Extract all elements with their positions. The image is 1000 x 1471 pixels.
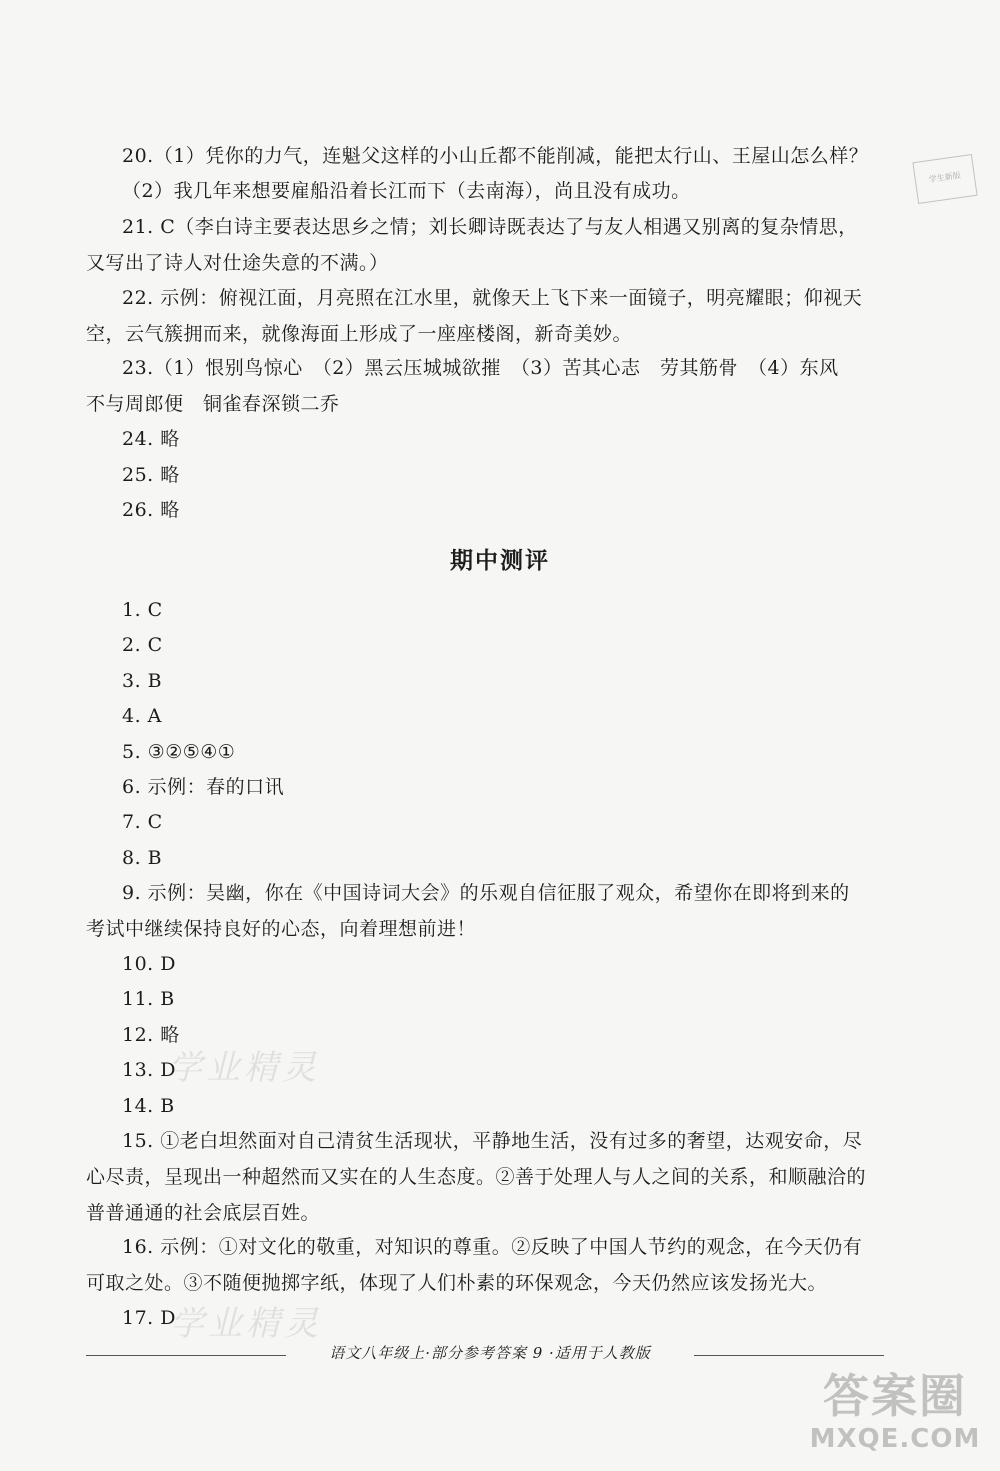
answer-line: 10. D: [122, 953, 176, 975]
section-title: 期中测评: [450, 548, 550, 574]
answer-line: 21. C（李白诗主要表达思乡之情；刘长卿诗既表达了与友人相遇又别离的复杂情思，: [122, 215, 858, 238]
answer-item: [86, 173, 886, 209]
answer-line: 15. ①老白坦然面对自己清贫生活现状，平静地生活，没有过多的奢望，达观安命，尽: [122, 1130, 863, 1152]
footer-rule-right: [694, 1355, 884, 1356]
answer-line: 24. 略: [122, 428, 180, 451]
answer-item: [86, 1229, 886, 1301]
answer-line: 又写出了诗人对仕途失意的不满。）: [86, 251, 389, 274]
answer-item: [86, 663, 886, 699]
answer-item: [86, 981, 886, 1017]
answer-item: [86, 209, 886, 281]
answer-line: 17. D: [122, 1307, 176, 1329]
answer-line: 8. B: [122, 846, 163, 869]
answer-line: 13. D: [122, 1059, 176, 1082]
answer-item: [86, 804, 886, 840]
answer-line: 14. B: [122, 1094, 175, 1117]
answer-line: （2）我几年来想要雇船沿着长江而下（去南海），尚且没有成功。: [122, 180, 691, 203]
answer-line: 5. ③②⑤④①: [122, 740, 236, 763]
answer-line: 4. A: [122, 705, 162, 728]
answer-item: [86, 1123, 886, 1231]
answer-line: 25. 略: [122, 463, 180, 486]
watermark: 学业精灵: [170, 1304, 322, 1344]
answer-item: [86, 734, 886, 770]
answer-item: [86, 350, 886, 422]
answer-line: 11. B: [122, 988, 175, 1011]
answer-line: 26. 略: [122, 499, 180, 521]
answer-line: 不与周郎便 铜雀春深锁二乔: [86, 393, 340, 416]
answer-item: [86, 627, 886, 663]
answer-item: [86, 1088, 886, 1124]
watermark: 学业精灵: [168, 1048, 320, 1088]
answer-line: 7. C: [122, 811, 163, 834]
answer-line: 6. 示例：春的口讯: [122, 776, 285, 798]
answer-line: 1. C: [122, 599, 163, 621]
answer-item: [86, 769, 886, 805]
answer-line: 23.（1）恨别鸟惊心 （2）黑云压城城欲摧 （3）苦其心志 劳其筋骨 （4）东风: [122, 357, 839, 380]
answer-line: 普普通通的社会底层百姓。: [86, 1202, 321, 1224]
answer-item: [86, 946, 886, 982]
answer-item: [86, 457, 886, 493]
site-logo: 答案圈 MXQE.COM: [809, 1369, 981, 1454]
answer-item: [86, 138, 886, 174]
answer-item: [86, 421, 886, 457]
answer-line: 20.（1）凭你的力气，连魁父这样的小山丘都不能削减，能把太行山、王屋山怎么样？: [122, 145, 869, 167]
answer-line: 16. 示例：①对文化的敬重，对知识的尊重。②反映了中国人节约的观念，在今天仍有: [122, 1236, 863, 1259]
answer-line: 2. C: [122, 634, 163, 657]
answer-item: [86, 492, 886, 528]
answer-line: 22. 示例：俯视江面，月亮照在江水里，就像天上飞下来一面镜子，明亮耀眼；仰视天: [122, 286, 863, 309]
footer-rule-left: [86, 1355, 286, 1356]
answer-line: 12. 略: [122, 1023, 180, 1046]
corner-stamp: 学生新版: [912, 154, 977, 204]
answer-line: 考试中继续保持良好的心态，向着理想前进！: [86, 918, 477, 941]
answer-item: [86, 280, 886, 352]
answer-item: [86, 592, 886, 628]
answer-item: [86, 698, 886, 734]
answer-line: 3. B: [122, 669, 163, 692]
answer-item: [86, 875, 886, 947]
answer-line: 空，云气簇拥而来，就像海面上形成了一座座楼阁，新奇美妙。: [86, 322, 633, 345]
page-footer: 语文八年级上·部分参考答案 9 ·适用于人教版: [329, 1344, 651, 1362]
answer-item: [86, 840, 886, 876]
answer-line: 可取之处。③不随便抛掷字纸，体现了人们朴素的环保观念，今天仍然应该发扬光大。: [86, 1272, 828, 1295]
answer-line: 心尽责，呈现出一种超然而又实在的人生态度。②善于处理人与人之间的关系，和顺融洽的: [86, 1166, 867, 1188]
answer-line: 9. 示例：吴幽，你在《中国诗词大会》的乐观自信征服了观众，希望你在即将到来的: [122, 882, 850, 905]
